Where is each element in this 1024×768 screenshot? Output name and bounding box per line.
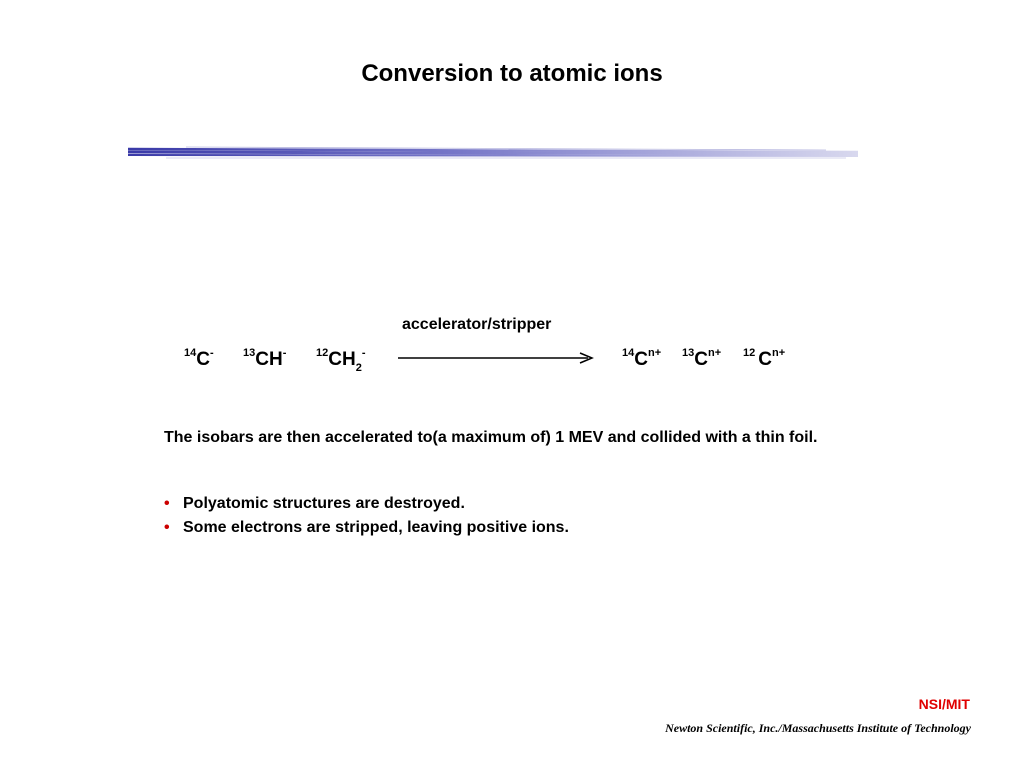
ion-charge: n+: [707, 347, 722, 359]
process-label: accelerator/stripper: [402, 316, 552, 333]
reactant-c13h-ion: [243, 349, 286, 371]
mass-number: 14: [622, 347, 635, 359]
list-item-text: Polyatomic structures are destroyed.: [183, 495, 465, 512]
decorative-divider: [126, 143, 860, 163]
ion-charge: n+: [647, 347, 662, 359]
element-symbol: C: [634, 349, 648, 370]
ion-charge: -: [282, 347, 287, 359]
list-item: [164, 516, 569, 540]
mass-number: 13: [243, 347, 256, 359]
reaction-arrow-icon: [398, 349, 594, 367]
mass-number: 12: [316, 347, 329, 359]
element-symbol: C: [196, 349, 210, 370]
reactant-c14-ion: [184, 349, 214, 371]
list-item: [164, 492, 569, 516]
bullet-icon: •: [164, 495, 170, 512]
ion-charge: n+: [772, 347, 786, 359]
product-c12-ion: [743, 349, 785, 371]
bullet-list: [164, 492, 569, 540]
ion-charge: -: [209, 347, 214, 359]
mass-number: 14: [184, 347, 197, 359]
description-paragraph: The isobars are then accelerated to(a maximum of) 1 MEV and collided with a thin foil.: [164, 429, 818, 446]
element-symbol: C: [758, 349, 773, 370]
slide-title: Conversion to atomic ions: [361, 60, 663, 87]
atom-count: 2: [355, 362, 362, 374]
element-symbol: CH: [255, 349, 283, 370]
product-c13-ion: [682, 349, 721, 371]
list-item-text: Some electrons are stripped, leaving positive ions.: [183, 519, 569, 536]
reactant-c12h2-ion: [316, 347, 366, 374]
mass-number: 12: [743, 347, 759, 359]
element-symbol: C: [694, 349, 708, 370]
bullet-icon: •: [164, 519, 170, 536]
mass-number: 13: [682, 347, 695, 359]
footer-credit: Newton Scientific, Inc./Massachusetts Institute of Technology: [665, 721, 971, 735]
element-symbol: CH: [328, 349, 356, 370]
ion-charge: -: [361, 347, 366, 359]
product-c14-ion: [622, 349, 661, 371]
brand-label: NSI/MIT: [918, 696, 970, 712]
